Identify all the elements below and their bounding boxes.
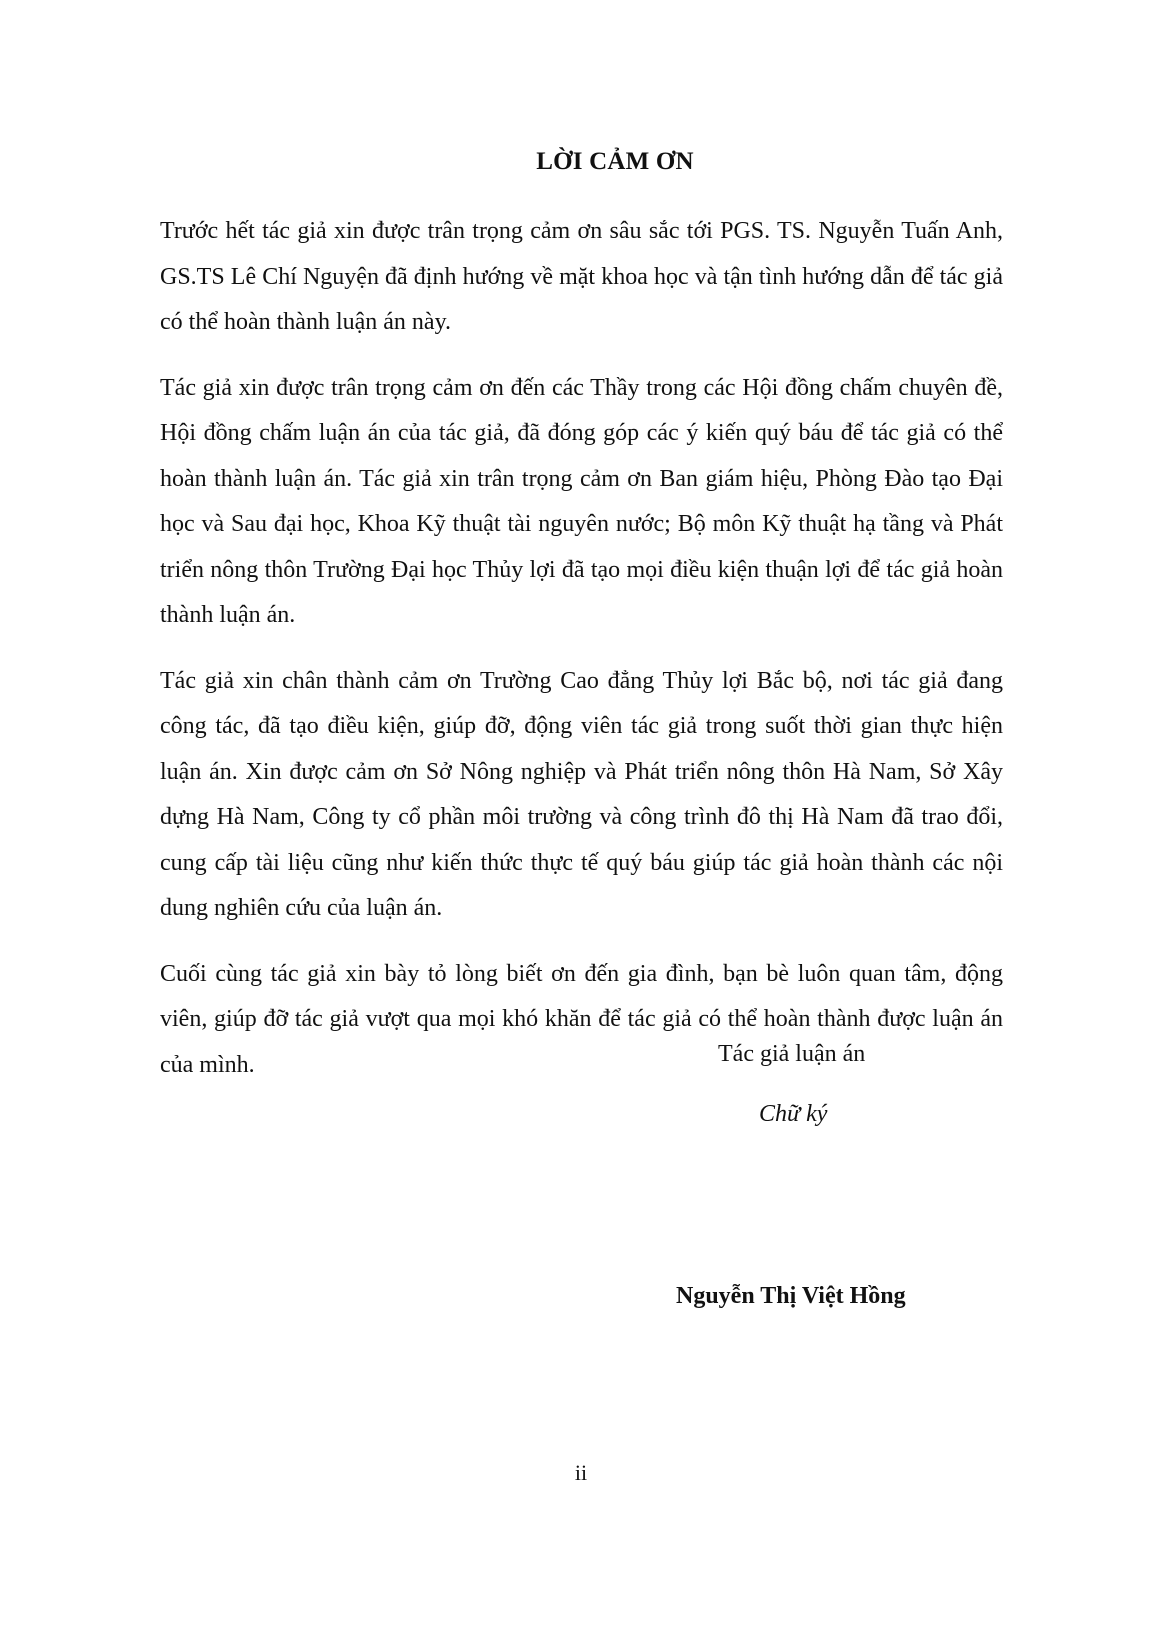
page-number: ii	[574, 1460, 588, 1485]
signature-mark: Chữ ký	[759, 1101, 828, 1127]
signature-role: Tác giả luận án	[718, 1041, 866, 1067]
acknowledgement-body	[160, 209, 1003, 1108]
paragraph-2: Tác giả xin được trân trọng cảm ơn đến các Thầy trong các Hội đồng chấm chuyên đề, Hội đồng chấm luận án của tác giả, đã đóng góp các ý kiến quý báu để tác giả có thể hoàn thành luận án. Tác giả xin trân trọng cảm ơn Ban giám hiệu, Phòng Đào tạo Đại học và Sau đại học, Khoa Kỹ thuật tài nguyên nước; Bộ môn Kỹ thuật hạ tầng và Phát triển nông thôn Trường Đại học Thủy lợi đã tạo mọi điều kiện thuận lợi để tác giả hoàn thành luận án.	[160, 374, 1003, 628]
paragraph-1: Trước hết tác giả xin được trân trọng cảm ơn sâu sắc tới PGS. TS. Nguyễn Tuấn Anh, GS.TS Lê Chí Nguyện đã định hướng về mặt khoa học và tận tình hướng dẫn để tác giả có thể hoàn thành luận án này.	[160, 218, 1003, 335]
author-name: Nguyễn Thị Việt Hồng	[676, 1283, 906, 1309]
paragraph-3: Tác giả xin chân thành cảm ơn Trường Cao đẳng Thủy lợi Bắc bộ, nơi tác giả đang công tác, đã tạo điều kiện, giúp đỡ, động viên tác giả trong suốt thời gian thực hiện luận án. Xin được cảm ơn Sở Nông nghiệp và Phát triển nông thôn Hà Nam, Sở Xây dựng Hà Nam, Công ty cổ phần môi trường và công trình đô thị Hà Nam đã trao đổi, cung cấp tài liệu cũng như kiến thức thực tế quý báu giúp tác giả hoàn thành các nội dung nghiên cứu của luận án.	[160, 667, 1003, 921]
paragraph-4: Cuối cùng tác giả xin bày tỏ lòng biết ơn đến gia đình, bạn bè luôn quan tâm, động viên, giúp đỡ tác giả vượt qua mọi khó khăn để tác giả có thể hoàn thành được luận án của mình.	[160, 960, 1003, 1078]
page-title: LỜI CẢM ƠN	[536, 148, 694, 175]
